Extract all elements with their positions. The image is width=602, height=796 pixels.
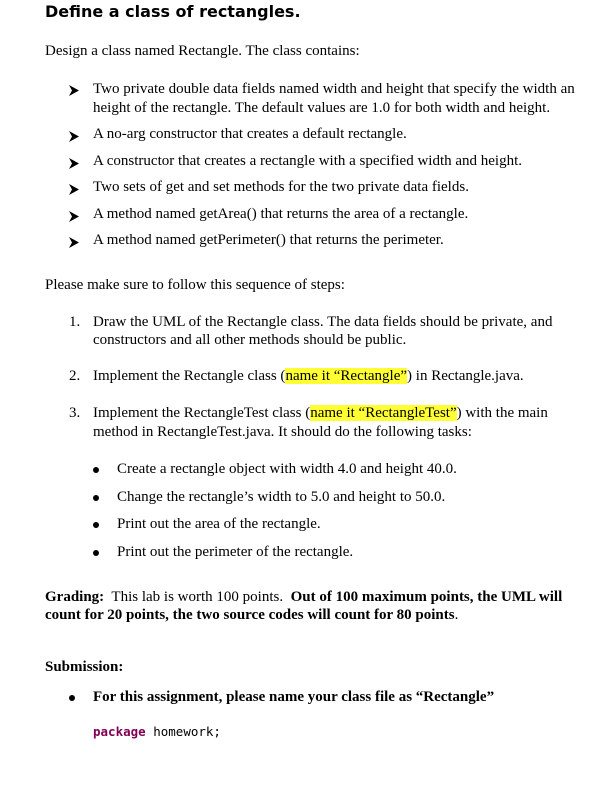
arrow-bullet-icon	[68, 183, 80, 196]
bullet-icon	[93, 550, 99, 556]
arrow-bullet-icon	[68, 130, 80, 143]
task-item: Print out the area of the rectangle.	[117, 516, 321, 532]
code-text: homework;	[145, 724, 221, 739]
arrow-bullet-icon	[68, 210, 80, 223]
step-text: ) in Rectangle.java.	[407, 368, 524, 384]
step-item	[93, 367, 524, 386]
grading-paragraph-continuation	[45, 606, 458, 625]
arrow-bullet-icon	[68, 157, 80, 170]
requirement-item: A method named getArea() that returns the area of a rectangle.	[93, 206, 469, 222]
bullet-icon	[93, 522, 99, 528]
step-text: Implement the RectangleTest class (	[93, 405, 311, 421]
arrow-bullet-icon	[68, 236, 80, 249]
requirement-item: Two sets of get and set methods for the two private data fields.	[93, 179, 469, 195]
code-keyword: package	[93, 724, 146, 739]
step-text: Implement the Rectangle class (	[93, 368, 286, 384]
requirement-item: A no-arg constructor that creates a default rectangle.	[93, 126, 407, 142]
code-line	[93, 724, 221, 739]
highlighted-text: name it “RectangleTest”	[310, 405, 457, 421]
grading-bold-text: Out of 100 maximum points, the UML will	[290, 589, 563, 605]
submission-label: Submission:	[45, 659, 124, 675]
task-item: Print out the perimeter of the rectangle.	[117, 544, 354, 560]
grading-bold-text: count for 20 points, the two source codes will count for 80 points	[45, 607, 455, 623]
task-item: Change the rectangle’s width to 5.0 and height to 50.0.	[117, 489, 446, 505]
requirement-item: A constructor that creates a rectangle with a specified width and height.	[93, 153, 523, 169]
step-item-continuation: constructors and all other methods should be public.	[93, 332, 407, 348]
step-item: Draw the UML of the Rectangle class. The data fields should be private, and	[93, 314, 553, 330]
highlighted-text: name it “Rectangle”	[285, 368, 408, 384]
bullet-icon	[93, 467, 99, 473]
grading-period: .	[454, 607, 459, 623]
submission-item: For this assignment, please name your class file as “Rectangle”	[93, 689, 495, 705]
grading-paragraph	[45, 588, 562, 607]
grading-label: Grading:	[45, 589, 105, 605]
task-item: Create a rectangle object with width 4.0 and height 40.0.	[117, 461, 457, 477]
requirement-item: A method named getPerimeter() that returns the perimeter.	[93, 232, 444, 248]
step-text: ) with the main	[456, 405, 548, 421]
grading-text: This lab is worth 100 points.	[111, 589, 284, 605]
bullet-icon	[93, 495, 99, 501]
page-title: Define a class of rectangles.	[45, 2, 301, 21]
step-number: 1.	[69, 314, 81, 330]
step-item	[93, 404, 548, 423]
bullet-icon	[69, 695, 75, 701]
arrow-bullet-icon	[68, 84, 80, 97]
step-number: 3.	[69, 405, 81, 421]
step-item-continuation: method in RectangleTest.java. It should do the following tasks:	[93, 424, 472, 440]
requirement-item: Two private double data fields named width and height that specify the width an	[93, 81, 575, 97]
intro-text: Design a class named Rectangle. The class contains:	[45, 43, 360, 59]
steps-intro: Please make sure to follow this sequence of steps:	[45, 277, 345, 293]
step-number: 2.	[69, 368, 81, 384]
requirement-item-continuation: height of the rectangle. The default values are 1.0 for both width and height.	[93, 100, 551, 116]
